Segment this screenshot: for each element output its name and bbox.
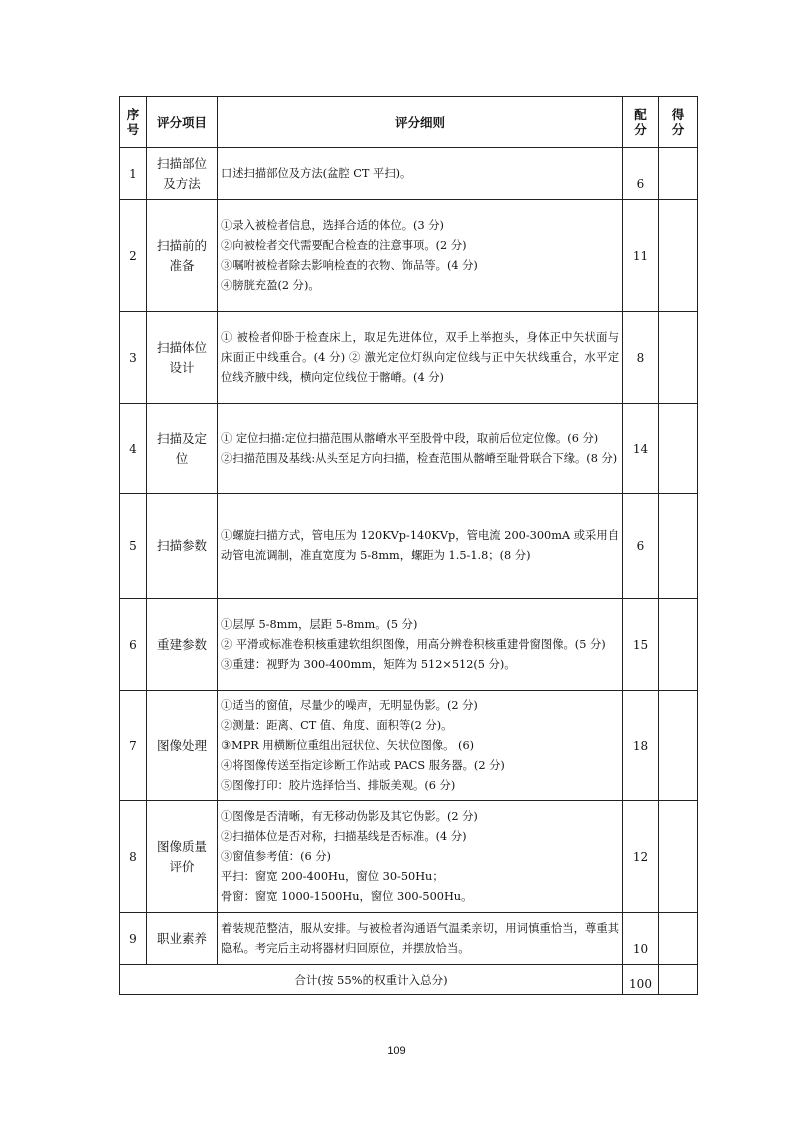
row-points: 18	[623, 691, 659, 801]
table-row	[120, 599, 698, 691]
detail-line: ③嘱咐被检者除去影响检查的衣物、饰品等。(4 分)	[221, 258, 478, 272]
row-points: 14	[623, 404, 659, 494]
header-row	[120, 97, 698, 148]
detail-line: ①录入被检者信息，选择合适的体位。(3 分)	[221, 218, 444, 232]
row-score-cell[interactable]	[659, 148, 698, 200]
row-points: 10	[623, 913, 659, 965]
row-item: 扫描前的准备	[147, 200, 218, 312]
row-number: 7	[120, 691, 147, 801]
total-row	[120, 965, 698, 995]
detail-line: ③窗值参考值：(6 分)	[221, 849, 331, 863]
header-points: 配分	[623, 97, 659, 148]
row-number: 2	[120, 200, 147, 312]
detail-line: ①适当的窗值，尽量少的噪声，无明显伪影。(2 分)	[221, 698, 478, 712]
row-item: 图像处理	[147, 691, 218, 801]
row-item: 扫描及定位	[147, 404, 218, 494]
row-item: 扫描部位及方法	[147, 148, 218, 200]
header-score: 得分	[659, 97, 698, 148]
header-item: 评分项目	[147, 97, 218, 148]
row-item: 扫描体位设计	[147, 312, 218, 404]
row-score-cell[interactable]	[659, 494, 698, 599]
detail-line: ①层厚 5-8mm，层距 5-8mm。(5 分)	[221, 617, 418, 631]
row-detail	[218, 148, 623, 200]
table-row	[120, 691, 698, 801]
detail-line: ⑤图像打印：胶片选择恰当、排版美观。(6 分)	[221, 778, 456, 792]
table-row	[120, 801, 698, 913]
table-row	[120, 312, 698, 404]
row-score-cell[interactable]	[659, 200, 698, 312]
row-number: 4	[120, 404, 147, 494]
row-points: 6	[623, 494, 659, 599]
detail-line: ③MPR 用横断位重组出冠状位、矢状位图像。 (6)	[221, 738, 475, 752]
detail-line: 平扫：窗宽 200-400Hu，窗位 30-50Hu；	[221, 869, 444, 883]
table-row	[120, 913, 698, 965]
row-detail	[218, 200, 623, 312]
total-score-cell[interactable]	[659, 965, 698, 995]
detail-line: ① 被检者仰卧于检查床上，取足先进体位，双手上举抱头，身体正中矢状面与床面正中线重合。(4 分) ② 激光定位灯纵向定位线与正中矢状线重合，水平定位线齐腋中线，横向定位线位于髂嵴。(4 分)	[221, 330, 619, 384]
detail-line: ①图像是否清晰，有无移动伪影及其它伪影。(2 分)	[221, 809, 478, 823]
row-number: 9	[120, 913, 147, 965]
detail-line: ②向被检者交代需要配合检查的注意事项。(2 分)	[221, 238, 467, 252]
row-number: 5	[120, 494, 147, 599]
detail-line: 着装规范整洁，服从安排。与被检者沟通语气温柔亲切，用词慎重恰当，尊重其隐私。考完后主动将器材归回原位，并摆放恰当。	[221, 921, 619, 955]
row-score-cell[interactable]	[659, 691, 698, 801]
detail-line: ①螺旋扫描方式，管电压为 120KVp-140KVp，管电流 200-300mA 或采用自动管电流调制，准直宽度为 5-8mm，螺距为 1.5-1.8；(8 分)	[221, 529, 619, 562]
row-item: 图像质量评价	[147, 801, 218, 913]
detail-line: 口述扫描部位及方法(盆腔 CT 平扫)。	[221, 166, 412, 180]
row-detail	[218, 691, 623, 801]
detail-line: ②扫描体位是否对称，扫描基线是否标准。(4 分)	[221, 829, 467, 843]
row-points: 6	[623, 148, 659, 200]
row-points: 12	[623, 801, 659, 913]
scoring-table	[119, 96, 698, 995]
row-score-cell[interactable]	[659, 599, 698, 691]
table-row	[120, 404, 698, 494]
row-points: 15	[623, 599, 659, 691]
header-detail: 评分细则	[218, 97, 623, 148]
page-number: 109	[387, 1045, 406, 1057]
detail-line: ②测量：距离、CT 值、角度、面积等(2 分)。	[221, 718, 453, 732]
detail-line: ① 定位扫描:定位扫描范围从髂嵴水平至股骨中段，取前后位定位像。(6 分)	[221, 431, 599, 445]
row-score-cell[interactable]	[659, 913, 698, 965]
row-detail	[218, 913, 623, 965]
row-item: 职业素养	[147, 913, 218, 965]
row-score-cell[interactable]	[659, 801, 698, 913]
total-points: 100	[623, 965, 659, 995]
total-label: 合计(按 55%的权重计入总分)	[120, 965, 623, 995]
row-points: 11	[623, 200, 659, 312]
table-row	[120, 200, 698, 312]
detail-line: ③重建：视野为 300-400mm，矩阵为 512×512(5 分)。	[221, 657, 516, 671]
row-number: 3	[120, 312, 147, 404]
detail-line: ② 平滑或标准卷积核重建软组织图像，用高分辨卷积核重建骨窗图像。(5 分)	[221, 637, 606, 651]
table-row	[120, 494, 698, 599]
row-detail	[218, 801, 623, 913]
row-item: 扫描参数	[147, 494, 218, 599]
row-item: 重建参数	[147, 599, 218, 691]
row-points: 8	[623, 312, 659, 404]
row-number: 6	[120, 599, 147, 691]
header-num: 序号	[120, 97, 147, 148]
detail-line: 骨窗：窗宽 1000-1500Hu，窗位 300-500Hu。	[221, 889, 473, 903]
detail-line: ④膀胱充盈(2 分)。	[221, 278, 320, 292]
detail-line: ②扫描范围及基线:从头至足方向扫描，检查范围从髂嵴至耻骨联合下缘。(8 分)	[221, 451, 618, 465]
row-number: 8	[120, 801, 147, 913]
row-detail	[218, 599, 623, 691]
row-number: 1	[120, 148, 147, 200]
row-score-cell[interactable]	[659, 404, 698, 494]
row-detail	[218, 404, 623, 494]
detail-line: ④将图像传送至指定诊断工作站或 PACS 服务器。(2 分)	[221, 758, 505, 772]
table-row	[120, 148, 698, 200]
row-score-cell[interactable]	[659, 312, 698, 404]
row-detail	[218, 494, 623, 599]
row-detail	[218, 312, 623, 404]
scoring-sheet	[119, 96, 697, 995]
